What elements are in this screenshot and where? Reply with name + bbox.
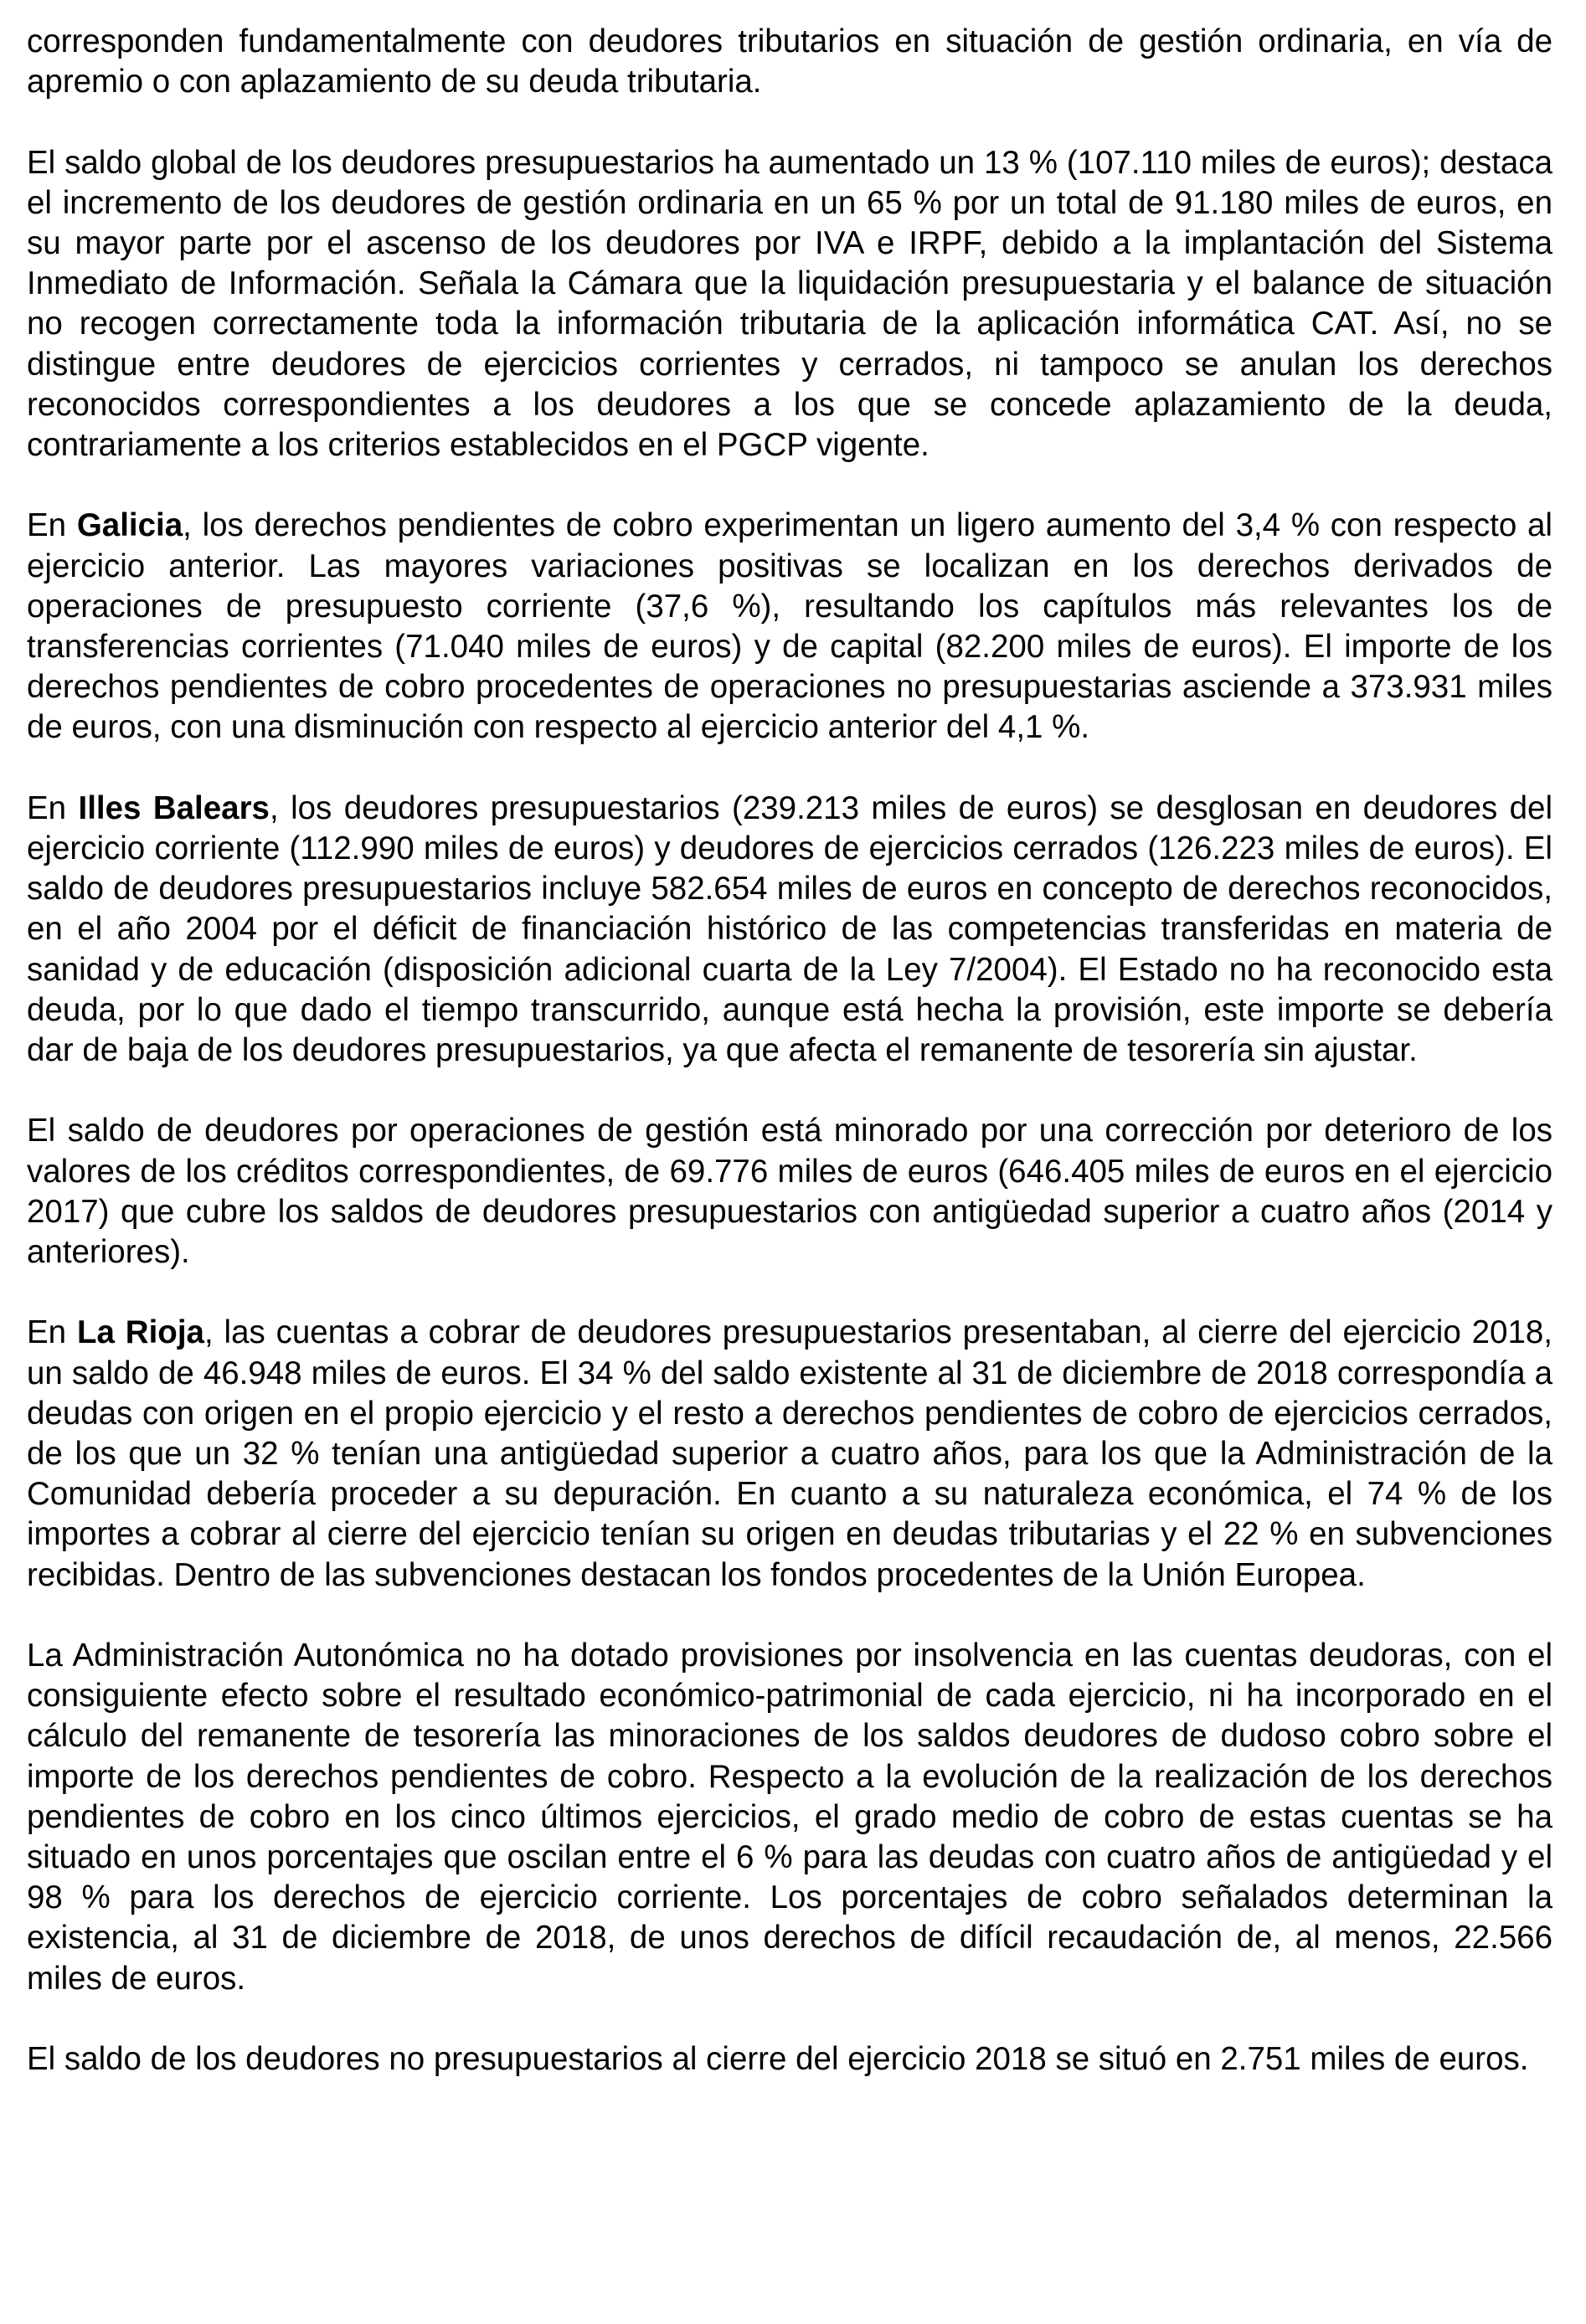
paragraph-text: El saldo de los deudores no presupuestarios al cierre del ejercicio 2018 se situó en 2.751 miles de euros. xyxy=(27,2041,1529,2078)
paragraph-text: En xyxy=(27,507,77,544)
paragraph-deudores-no-presupuestarios xyxy=(27,2039,1553,2080)
region-name-galicia: Galicia xyxy=(76,507,183,544)
paragraph-text: , las cuentas a cobrar de deudores presupuestarios presentaban, al cierre del ejercicio 2018, un saldo de 46.948 miles de euros. El 34 % del saldo existente al 31 de diciembre de 2018 correspondía a deudas con origen en el propio ejercicio y el resto a derechos pendientes de cobro de ejercicios cerrados, de los que un 32 % tenían una antigüedad superior a cuatro años, para los que la Administración de la Comunidad debería proceder a su depuración. En cuanto a su naturaleza económica, el 74 % de los importes a cobrar al cierre del ejercicio tenían su origen en deudas tributarias y el 22 % en subvenciones recibidas. Dentro de las subvenciones destacan los fondos procedentes de la Unión Europea. xyxy=(27,1314,1553,1593)
paragraph-text: , los derechos pendientes de cobro experimentan un ligero aumento del 3,4 % con respecto al ejercicio anterior. Las mayores variaciones positivas se localizan en los derechos derivados de operaciones de presupuesto corriente (37,6 %), resultando los capítulos más relevantes los de transferencias corrientes (71.040 miles de euros) y de capital (82.200 miles de euros). El importe de los derechos pendientes de cobro procedentes de operaciones no presupuestarias asciende a 373.931 miles de euros, con una disminución con respecto al ejercicio anterior del 4,1 %. xyxy=(27,507,1553,746)
paragraph-administracion-autonomica xyxy=(27,1636,1553,1999)
paragraph-text: corresponden fundamentalmente con deudores tributarios en situación de gestión ordinaria, en vía de apremio o con aplazamiento de su deuda tributaria. xyxy=(27,23,1553,100)
paragraph-deudores-tributarios xyxy=(27,22,1553,102)
paragraph-galicia xyxy=(27,506,1553,748)
paragraph-illes-balears xyxy=(27,789,1553,1071)
paragraph-correccion-deterioro xyxy=(27,1111,1553,1273)
paragraph-text: , los deudores presupuestarios (239.213 miles de euros) se desglosan en deudores del ejercicio corriente (112.990 miles de euros) y deudores de ejercicios cerrados (126.223 miles de euros). El saldo de deudores presupuestarios incluye 582.654 miles de euros en concepto de derechos reconocidos, en el año 2004 por el déficit de financiación histórico de las competencias transferidas en materia de sanidad y de educación (disposición adicional cuarta de la Ley 7/2004). El Estado no ha reconocido esta deuda, por lo que dado el tiempo transcurrido, aunque está hecha la provisión, este importe se debería dar de baja de los deudores presupuestarios, ya que afecta el remanente de tesorería sin ajustar. xyxy=(27,789,1553,1069)
paragraph-saldo-global xyxy=(27,143,1553,466)
paragraph-text: El saldo global de los deudores presupuestarios ha aumentado un 13 % (107.110 miles de euros); destaca el incremento de los deudores de gestión ordinaria en un 65 % por un total de 91.180 miles de euros, en su mayor parte por el ascenso de los deudores por IVA e IRPF, debido a la implantación del Sistema Inmediato de Información. Señala la Cámara que la liquidación presupuestaria y el balance de situación no recogen correctamente toda la información tributaria de la aplicación informática CAT. Así, no se distingue entre deudores de ejercicios corrientes y cerrados, ni tampoco se anulan los derechos reconocidos correspondientes a los deudores a los que se concede aplazamiento de la deuda, contrariamente a los criterios establecidos en el PGCP vigente. xyxy=(27,144,1553,464)
paragraph-la-rioja xyxy=(27,1313,1553,1595)
paragraph-text: El saldo de deudores por operaciones de gestión está minorado por una corrección por deterioro de los valores de los créditos correspondientes, de 69.776 miles de euros (646.405 miles de euros en el ejercicio 2017) que cubre los saldos de deudores presupuestarios con antigüedad superior a cuatro años (2014 y anteriores). xyxy=(27,1113,1553,1271)
paragraph-text: En xyxy=(27,789,79,826)
paragraph-text: La Administración Autonómica no ha dotado provisiones por insolvencia en las cuentas deudoras, con el consiguiente efecto sobre el resultado económico-patrimonial de cada ejercicio, ni ha incorporado en el cálculo del remanente de tesorería las minoraciones de los saldos deudores de dudoso cobro sobre el importe de los derechos pendientes de cobro. Respecto a la evolución de la realización de los derechos pendientes de cobro en los cinco últimos ejercicios, el grado medio de cobro de estas cuentas se ha situado en unos porcentajes que oscilan entre el 6 % para las deudas con cuatro años de antigüedad y el 98 % para los derechos de ejercicio corriente. Los porcentajes de cobro señalados determinan la existencia, al 31 de diciembre de 2018, de unos derechos de difícil recaudación de, al menos, 22.566 miles de euros. xyxy=(27,1638,1553,1997)
region-name-illes-balears: Illes Balears xyxy=(78,789,270,826)
paragraph-text: En xyxy=(27,1314,77,1351)
region-name-la-rioja: La Rioja xyxy=(76,1314,204,1351)
document-page xyxy=(27,22,1553,2080)
